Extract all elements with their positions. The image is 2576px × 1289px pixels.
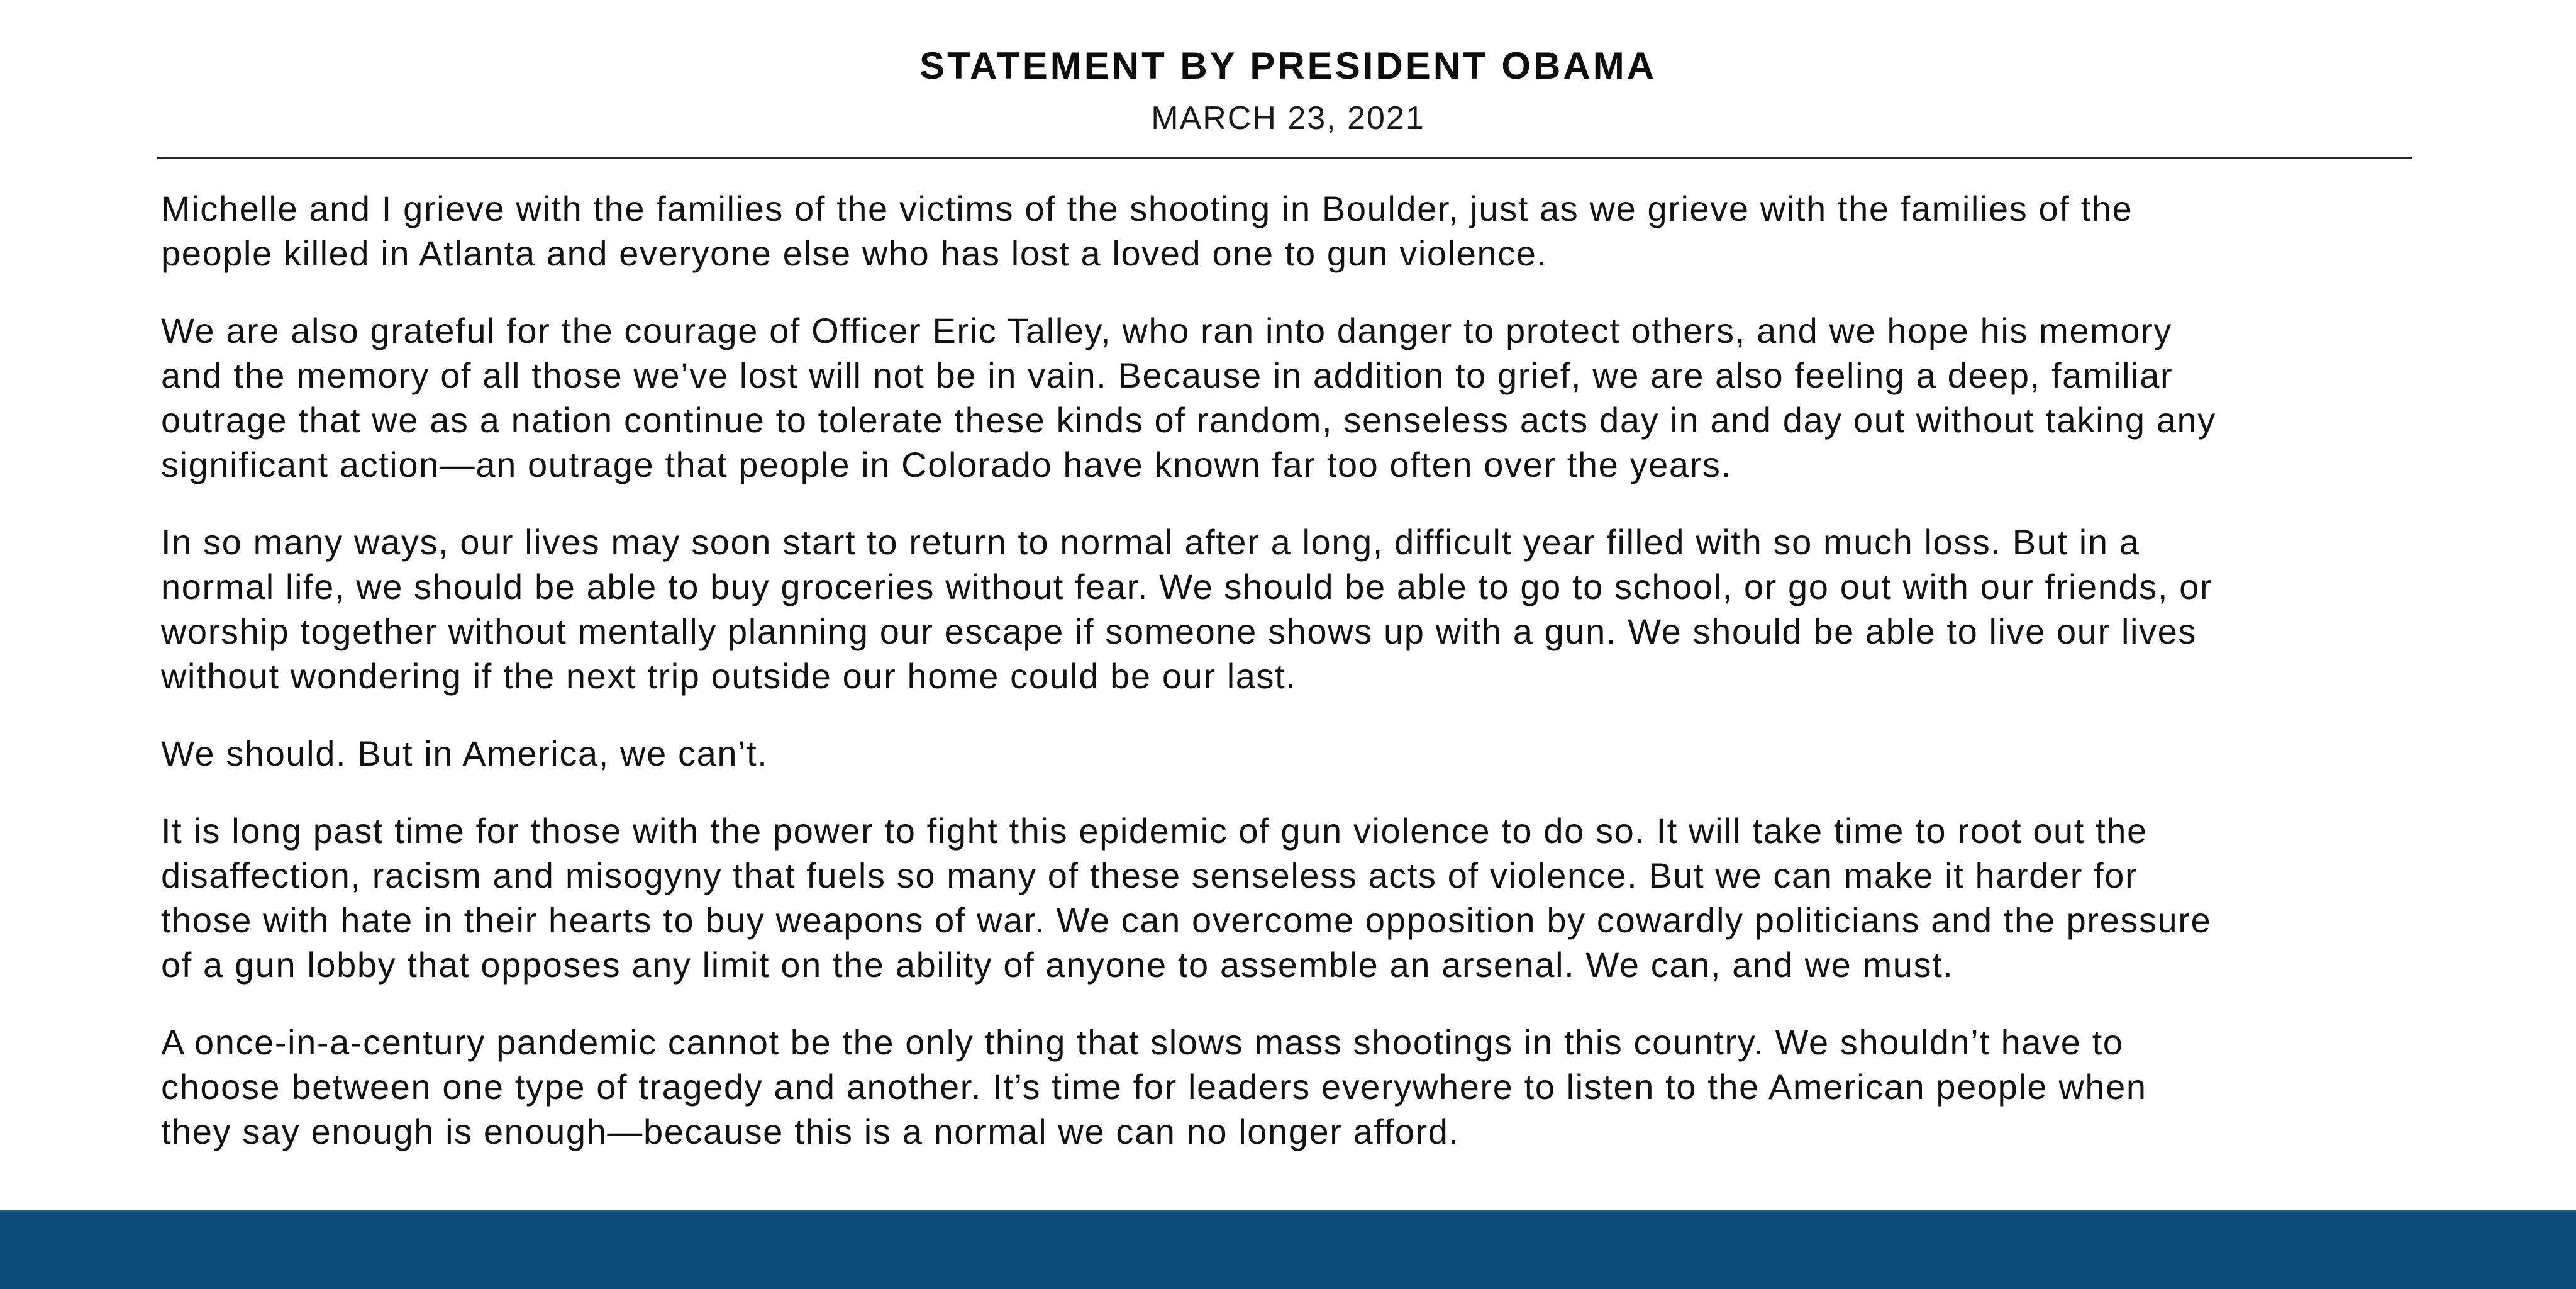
paragraph-line: Michelle and I grieve with the families of the victims of the shooting in Boulder, just as we grieve with the families of the [161,189,2133,228]
paragraph [161,731,2425,776]
paragraph-line: It is long past time for those with the power to fight this epidemic of gun violence to do so. It will take time to root out the [161,811,2148,851]
paragraph [161,808,2425,987]
paragraph-line: of a gun lobby that opposes any limit on the ability of anyone to assemble an arsenal. We can, and we must. [161,945,1954,985]
paragraph-line: outrage that we as a nation continue to tolerate these kinds of random, senseless acts day in and day out without taking any [161,400,2216,440]
statement-title: STATEMENT BY PRESIDENT OBAMA [919,45,1657,87]
paragraph-line: worship together without mentally planning our escape if someone shows up with a gun. We should be able to live our lives [161,611,2197,651]
paragraph [161,186,2425,276]
paragraph-line: disaffection, racism and misogyny that fuels so many of these senseless acts of violence. But we can make it harder for [161,856,2138,895]
paragraph [161,1020,2425,1154]
paragraph-line: those with hate in their hearts to buy weapons of war. We can overcome opposition by cowardly politicians and the pressure [161,900,2212,940]
paragraph-line: they say enough is enough—because this is a normal we can no longer afford. [161,1112,1460,1151]
paragraph-line: We are also grateful for the courage of Officer Eric Talley, who ran into danger to protect others, and we hope his memory [161,311,2172,350]
paragraph-line: and the memory of all those we’ve lost will not be in vain. Because in addition to grief, we are also feeling a deep, familiar [161,355,2174,395]
paragraph-line: In so many ways, our lives may soon start to return to normal after a long, difficult year filled with so much loss. But in a [161,522,2140,562]
paragraph-line: significant action—an outrage that people in Colorado have known far too often over the years. [161,445,1732,484]
statement-body [161,186,2425,1186]
paragraph [161,520,2425,698]
paragraph [161,308,2425,487]
paragraph-line: people killed in Atlanta and everyone else who has lost a loved one to gun violence. [161,233,1548,273]
paragraph-line: normal life, we should be able to buy groceries without fear. We should be able to go to school, or go out with our friends, or [161,567,2213,606]
paragraph-line: without wondering if the next trip outside our home could be our last. [161,656,1297,696]
statement-date: MARCH 23, 2021 [1151,100,1425,137]
footer-bar [0,1210,2576,1289]
paragraph-line: We should. But in America, we can’t. [161,734,769,773]
paragraph-line: A once-in-a-century pandemic cannot be the only thing that slows mass shootings in this country. We shouldn’t have to [161,1022,2124,1062]
paragraph-line: choose between one type of tragedy and another. It’s time for leaders everywhere to listen to the American people when [161,1067,2147,1107]
header-divider [157,157,2412,159]
